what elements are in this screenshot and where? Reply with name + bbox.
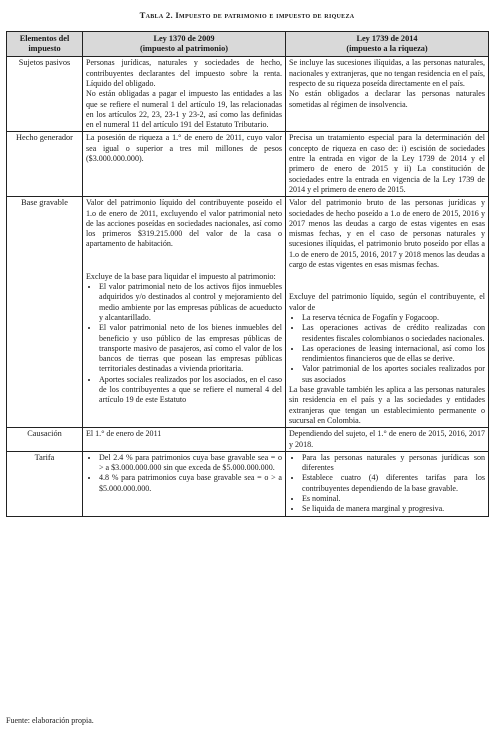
table-row-tarifa xyxy=(7,451,489,516)
cell-text: Excluye de la base para liquidar el impuesto al patrimonio: xyxy=(86,271,276,281)
header-elements: Elementos del impuesto xyxy=(7,32,83,57)
row-label-tarifa: Tarifa xyxy=(7,451,83,516)
list-item: • Las operaciones de leasing internacional, así como los rendimientos financieros que de ellas se derive. xyxy=(302,344,485,365)
cell-text: Personas jurídicas, naturales y sociedades de hecho, contribuyentes declarantes del impuesto sobre la renta. Líquido del obligado. xyxy=(86,58,282,88)
cell-tarifa-1739 xyxy=(286,451,489,516)
cell-text: No están obligadas a pagar el impuesto las entidades a las que se refiere el numeral 1 del artículo 19, las relacionadas en los artículos 22, 23, 23-1 y 23-2, así como las definidas en el numeral 11 del artículo 191 del Estatuto Tributario. xyxy=(86,89,282,130)
header-ley-1739 xyxy=(286,32,489,57)
header-ley-1739-title: Ley 1739 de 2014 xyxy=(356,34,418,43)
header-ley-1370-subtitle: (impuesto al patrimonio) xyxy=(139,44,229,54)
list-item: • Para las personas naturales y personas jurídicas son diferentes xyxy=(302,453,485,474)
header-ley-1370-title: Ley 1370 de 2009 xyxy=(153,34,215,43)
header-ley-1370 xyxy=(83,32,286,57)
list-item: • Se liquida de manera marginal y progresiva. xyxy=(302,504,485,514)
list-item: • El valor patrimonial neto de los activos fijos inmuebles adquiridos y/o destinados al control y mejoramiento del medio ambiente por las empresas públicas de acueducto y alcantarillado. xyxy=(99,282,282,323)
list-item: • Valor patrimonial de los aportes sociales realizados por sus asociados xyxy=(302,364,485,385)
bullet-list xyxy=(289,313,485,385)
cell-hecho-1370: La posesión de riqueza a 1.° de enero de 2011, cuyo valor sea igual o superior a tres mil millones de pesos ($3.000.000.000). xyxy=(83,132,286,197)
list-item: • Del 2.4 % para patrimonios cuya base gravable sea = o > a $3.000.000.000 sin que exceda de $5.000.000.000. xyxy=(99,453,282,474)
cell-text: La base gravable también les aplica a las personas naturales sin residencia en el país y a las sociedades y entidades extranjeras que tengan un establecimiento permanente o sucursal en Colombia. xyxy=(289,385,485,425)
list-item: • Es nominal. xyxy=(302,494,485,504)
list-item: • El valor patrimonial neto de los bienes inmuebles del beneficio y uso público de las empresas públicas de transporte masivo de pasajeros, así como el valor de los bancos de tierras que posean las empresas públicas territoriales destinadas a vivienda prioritaria. xyxy=(99,323,282,374)
table-row-hecho xyxy=(7,132,489,197)
table-row-base xyxy=(7,197,489,428)
header-ley-1739-subtitle: (impuesto a la riqueza) xyxy=(346,44,428,54)
cell-sujetos-1739 xyxy=(286,57,489,132)
cell-text: Valor del patrimonio líquido del contribuyente poseído el 1.o de enero de 2011, excluyendo el valor patrimonial neto de las acciones poseídas en sociedades nacionales, así como los primeros $319.215.000 del valor de la casa o apartamento de habitación. xyxy=(86,198,282,249)
cell-base-1739 xyxy=(286,197,489,428)
spacer xyxy=(86,250,282,272)
row-label-hecho: Hecho generador xyxy=(7,132,83,197)
comparison-table xyxy=(6,31,489,517)
list-item: • Aportes sociales realizados por los asociados, en el caso de los contribuyentes a que se refiere el numeral 4 del artículo 19 de este Estatuto xyxy=(99,375,282,406)
list-item: • 4.8 % para patrimonios cuya base gravable sea = o > a $5.000.000.000. xyxy=(99,473,282,494)
cell-sujetos-1370 xyxy=(83,57,286,132)
cell-causacion-1739: Dependiendo del sujeto, el 1.° de enero de 2015, 2016, 2017 y 2018. xyxy=(286,428,489,452)
cell-hecho-1739: Precisa un tratamiento especial para la determinación del concepto de riqueza en caso de: i) escisión de sociedades entre la entrada en vigor de la Ley 1739 de 2014 y el primero de enero de 2015 y ii) La constitución de sociedades entre la entrada en vigencia de la Ley 1739 de 2014 y el primero de enero de 2015. xyxy=(286,132,489,197)
cell-tarifa-1370 xyxy=(83,451,286,516)
table-header-row xyxy=(7,32,489,57)
cell-base-1370 xyxy=(83,197,286,428)
table-row-sujetos xyxy=(7,57,489,132)
cell-text: Se incluye las sucesiones ilíquidas, a las personas naturales, nacionales y extranjeras, que no tengan residencia en el país, respecto de su riqueza poseída directamente en el país. xyxy=(289,58,485,88)
bullet-list xyxy=(86,453,282,494)
cell-text: Valor del patrimonio bruto de las personas jurídicas y sociedades de hecho poseído a 1.o de enero de 2015, 2016 y 2017 menos las deudas a cargo de estas vigentes en esas mismas fechas, y en el caso de personas naturales y sucesiones ilíquidas, el patrimonio bruto poseído por ellas a 1.o de enero de 2015, 2016, 2017 y 2018 menos las deudas a cargo de estas vigentes en esas mismas fechas. xyxy=(289,198,485,270)
cell-text: Excluye del patrimonio líquido, según el contribuyente, el valor de xyxy=(289,292,485,312)
cell-causacion-1370: El 1.° de enero de 2011 xyxy=(83,428,286,452)
list-item: • Establece cuatro (4) diferentes tarifas para los contribuyentes dependiendo de la base gravable. xyxy=(302,473,485,494)
bullet-list xyxy=(86,282,282,406)
row-label-sujetos: Sujetos pasivos xyxy=(7,57,83,132)
list-item: • La reserva técnica de Fogafín y Fogacoop. xyxy=(302,313,485,323)
spacer xyxy=(289,270,485,292)
cell-text: No están obligados a declarar las personas naturales sometidas al régimen de insolvencia. xyxy=(289,89,485,109)
row-label-base: Base gravable xyxy=(7,197,83,428)
row-label-causacion: Causación xyxy=(7,428,83,452)
table-title: Tabla 2. Impuesto de patrimonio e impuesto de riqueza xyxy=(139,10,355,20)
bullet-list xyxy=(289,453,485,515)
list-item: • Las operaciones activas de crédito realizadas con residentes fiscales colombianos o sociedades nacionales. xyxy=(302,323,485,344)
table-row-causacion xyxy=(7,428,489,452)
source-note: Fuente: elaboración propia. xyxy=(6,716,94,725)
